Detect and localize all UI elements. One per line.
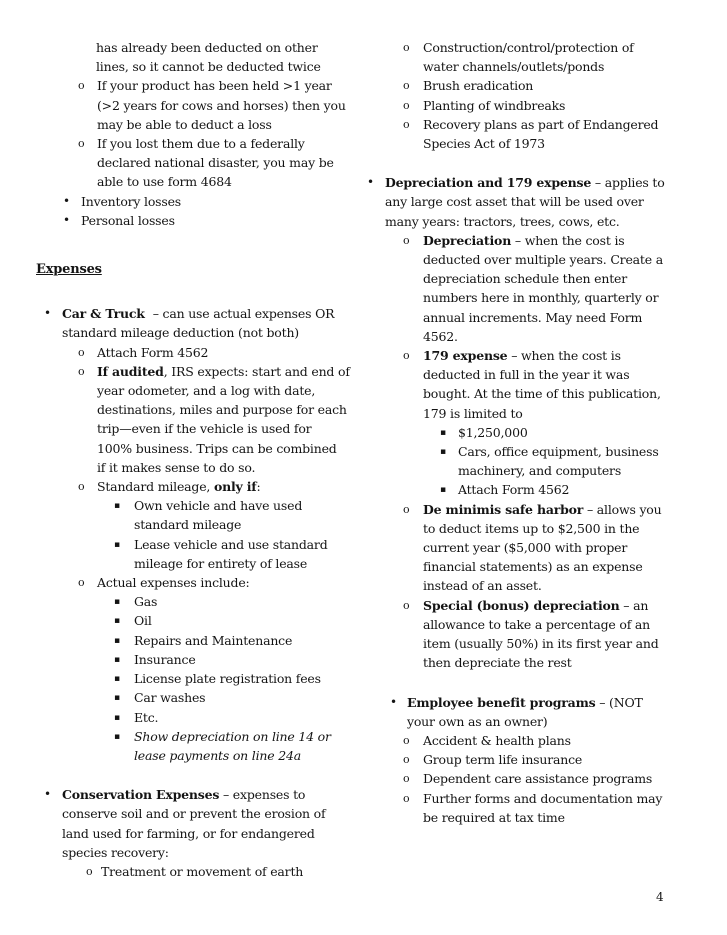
text-line: [366, 808, 718, 827]
text-line: [36, 400, 366, 419]
text-run: land used for farming, or for endangered: [62, 825, 315, 841]
text-run: standard mileage deduction (not both): [62, 325, 299, 341]
text-line: [36, 515, 366, 534]
text-run: Brush eradication: [423, 78, 534, 94]
page-number: 4: [656, 890, 664, 904]
text-run: Personal losses: [81, 212, 175, 228]
text-run: mileage for entirety of lease: [134, 555, 308, 571]
text-run: your own as an owner): [407, 713, 548, 729]
text-line: [36, 172, 366, 191]
text-line: [36, 611, 366, 630]
text-line: [366, 192, 718, 211]
list-item: [36, 496, 366, 534]
text-line: [36, 304, 366, 323]
square-bullet-icon: ▪: [440, 447, 446, 458]
text-run: – when the cost is: [511, 232, 625, 248]
list-item: [366, 789, 718, 827]
list-item: [36, 727, 366, 765]
text-line: [366, 269, 718, 288]
text-line: [36, 554, 366, 573]
circle-bullet-icon: o: [78, 576, 85, 590]
text-run: If audited: [97, 363, 164, 379]
text-run: Actual expenses include:: [97, 575, 250, 591]
circle-bullet-icon: o: [403, 502, 410, 516]
disc-bullet-icon: •: [44, 787, 51, 802]
list-item: [36, 535, 366, 573]
circle-bullet-icon: o: [403, 753, 410, 767]
text-line: [36, 496, 366, 515]
text-line: [366, 519, 718, 538]
text-run: any large cost asset that will be used over: [385, 194, 644, 210]
list-item: [36, 343, 366, 362]
text-run: Show depreciation on line 14 or: [134, 728, 331, 744]
text-run: Group term life insurance: [423, 752, 583, 768]
list-item: [36, 592, 366, 611]
circle-bullet-icon: o: [78, 79, 85, 93]
text-run: machinery, and computers: [458, 463, 622, 479]
text-run: Conservation Expenses: [62, 787, 220, 803]
text-run: – (NOT: [595, 694, 643, 710]
vertical-space: [36, 230, 366, 260]
text-line: [36, 804, 366, 823]
text-run: financial statements) as an expense: [423, 559, 643, 575]
circle-bullet-icon: o: [78, 345, 85, 359]
text-line: [36, 631, 366, 650]
text-run: only if: [213, 479, 257, 495]
text-line: [36, 362, 366, 381]
text-run: year odometer, and a log with date,: [97, 383, 316, 399]
text-run: Treatment or movement of earth: [101, 863, 304, 879]
text-run: Repairs and Maintenance: [134, 632, 293, 648]
text-run: item (usually 50%) in its first year and: [423, 636, 659, 652]
text-line: [36, 862, 366, 881]
text-line: [366, 346, 718, 365]
text-line: [36, 323, 366, 342]
circle-bullet-icon: o: [78, 137, 85, 151]
disc-bullet-icon: •: [63, 212, 70, 227]
text-line: [366, 442, 718, 461]
text-run: if it makes sense to do so.: [97, 459, 256, 475]
text-run: If your product has been held >1 year: [97, 78, 332, 94]
text-run: may be able to deduct a loss: [97, 116, 272, 132]
text-line: [36, 458, 366, 477]
list-item: [366, 596, 718, 673]
text-run: instead of an asset.: [423, 578, 542, 594]
list-item: [36, 362, 366, 477]
text-run: License plate registration fees: [134, 671, 321, 687]
list-item: [36, 785, 366, 862]
text-run: Standard mileage,: [97, 479, 214, 495]
list-item: [366, 96, 718, 115]
text-line: [36, 688, 366, 707]
list-item: [366, 231, 718, 346]
list-item: [36, 477, 366, 496]
circle-bullet-icon: o: [78, 364, 85, 378]
square-bullet-icon: ▪: [114, 674, 120, 685]
text-line: [366, 250, 718, 269]
right-column: [366, 38, 718, 827]
text-run: Depreciation: [423, 232, 512, 248]
text-run: conserve soil and or prevent the erosion of: [62, 806, 326, 822]
text-run: has already been deducted on other: [96, 40, 318, 55]
list-item: [366, 480, 718, 499]
text-line: [366, 115, 718, 134]
square-bullet-icon: ▪: [114, 731, 120, 742]
text-run: able to use form 4684: [97, 174, 232, 190]
text-run: Species Act of 1973: [423, 136, 545, 152]
circle-bullet-icon: o: [403, 598, 410, 612]
text-run: Accident & health plans: [423, 732, 571, 748]
text-line: [36, 211, 366, 230]
text-run: current year ($5,000 with proper: [423, 540, 628, 556]
text-run: to deduct items up to $2,500 in the: [423, 520, 640, 536]
text-line: [36, 192, 366, 211]
text-run: deducted over multiple years. Create a: [423, 252, 663, 268]
text-line: [366, 500, 718, 519]
square-bullet-icon: ▪: [114, 693, 120, 704]
text-run: 179 is limited to: [423, 405, 523, 421]
text-run: numbers here in monthly, quarterly or: [423, 290, 659, 306]
text-line: [36, 96, 366, 115]
text-line: [36, 573, 366, 592]
vertical-space: [366, 673, 718, 693]
disc-bullet-icon: •: [367, 175, 374, 190]
text-line: [36, 650, 366, 669]
section-heading: Expenses: [36, 262, 102, 278]
list-item: [36, 862, 366, 881]
text-line: [36, 57, 366, 76]
text-run: 4562.: [423, 328, 458, 344]
circle-bullet-icon: o: [403, 79, 410, 93]
left-column: [36, 38, 366, 881]
text-run: water channels/outlets/ponds: [423, 59, 605, 75]
square-bullet-icon: ▪: [114, 501, 120, 512]
text-line: [36, 439, 366, 458]
text-run: many years: tractors, trees, cows, etc.: [385, 213, 620, 229]
list-item: [366, 750, 718, 769]
square-bullet-icon: ▪: [114, 616, 120, 627]
circle-bullet-icon: o: [403, 41, 410, 54]
text-run: – an: [619, 597, 649, 613]
list-item: [36, 631, 366, 650]
text-run: , IRS expects: start and end of: [163, 363, 350, 379]
list-item: [36, 211, 366, 230]
text-line: [366, 308, 718, 327]
text-line: [36, 727, 366, 746]
list-item: [366, 38, 718, 76]
square-bullet-icon: ▪: [114, 635, 120, 646]
text-line: [366, 538, 718, 557]
list-item: [366, 769, 718, 788]
text-run: be required at tax time: [423, 809, 565, 825]
circle-bullet-icon: o: [86, 864, 93, 878]
text-run: declared national disaster, you may be: [97, 155, 334, 171]
list-item: [36, 650, 366, 669]
text-run: Construction/control/protection of: [423, 40, 634, 55]
text-line: [366, 173, 718, 192]
text-run: Attach Form 4562: [97, 344, 209, 360]
list-item: [366, 442, 718, 480]
square-bullet-icon: ▪: [114, 597, 120, 608]
text-run: Special (bonus) depreciation: [423, 597, 620, 613]
list-item: [366, 173, 718, 231]
text-run: Cars, office equipment, business: [458, 444, 659, 460]
text-line: [366, 365, 718, 384]
text-run: Further forms and documentation may: [423, 790, 663, 806]
square-bullet-icon: ▪: [440, 485, 446, 496]
text-run: lease payments on line 24a: [134, 747, 301, 763]
list-item: [36, 192, 366, 211]
text-line: [36, 477, 366, 496]
list-item: [36, 38, 366, 76]
list-item: [36, 134, 366, 192]
text-run: Etc.: [134, 709, 159, 725]
text-run: Dependent care assistance programs: [423, 771, 653, 787]
text-run: – applies to: [591, 175, 665, 191]
list-item: [366, 693, 718, 731]
text-line: [366, 693, 718, 712]
text-line: [366, 96, 718, 115]
text-run: bought. At the time of this publication,: [423, 386, 661, 402]
text-run: lines, so it cannot be deducted twice: [96, 59, 321, 75]
text-line: [366, 76, 718, 95]
text-line: [36, 535, 366, 554]
text-line: [366, 384, 718, 403]
text-run: 179 expense: [423, 348, 508, 364]
text-line: [366, 231, 718, 250]
text-run: Employee benefit programs: [407, 694, 596, 710]
text-run: standard mileage: [134, 517, 242, 533]
text-run: deducted in full in the year it was: [423, 367, 630, 383]
list-item: [36, 304, 366, 342]
text-run: – can use actual expenses OR: [148, 306, 335, 322]
list-item: [36, 688, 366, 707]
text-run: allowance to take a percentage of an: [423, 616, 651, 632]
disc-bullet-icon: •: [63, 193, 70, 208]
list-item: [366, 423, 718, 442]
square-bullet-icon: ▪: [114, 712, 120, 723]
text-run: Lease vehicle and use standard: [134, 536, 328, 552]
text-line: [36, 746, 366, 765]
text-line: [36, 38, 366, 57]
circle-bullet-icon: o: [403, 733, 410, 747]
text-line: [366, 480, 718, 499]
text-line: [366, 750, 718, 769]
text-run: depreciation schedule then enter: [423, 271, 628, 287]
disc-bullet-icon: •: [390, 694, 397, 709]
text-line: [366, 557, 718, 576]
text-line: [366, 134, 718, 153]
text-line: [366, 653, 718, 672]
text-line: [366, 576, 718, 595]
text-line: [36, 419, 366, 438]
text-run: trip—even if the vehicle is used for: [97, 421, 312, 437]
text-line: [366, 57, 718, 76]
circle-bullet-icon: o: [403, 98, 410, 112]
circle-bullet-icon: o: [403, 117, 410, 131]
text-line: [36, 785, 366, 804]
list-item: [366, 115, 718, 153]
list-item: [36, 669, 366, 688]
disc-bullet-icon: •: [44, 306, 51, 321]
text-run: – expenses to: [219, 787, 306, 803]
list-item: [36, 611, 366, 630]
text-run: Gas: [134, 594, 158, 610]
text-line: [36, 592, 366, 611]
text-run: Own vehicle and have used: [134, 498, 303, 514]
square-bullet-icon: ▪: [114, 539, 120, 550]
text-run: Insurance: [134, 651, 196, 667]
text-line: [36, 343, 366, 362]
vertical-space: [36, 765, 366, 785]
text-run: Recovery plans as part of Endangered: [423, 116, 659, 132]
text-run: Inventory losses: [81, 193, 182, 209]
list-item: [36, 708, 366, 727]
text-run: – allows you: [583, 501, 662, 517]
text-line: [366, 423, 718, 442]
text-line: [366, 38, 718, 57]
vertical-space: [366, 153, 718, 173]
text-run: Car & Truck: [62, 306, 149, 322]
square-bullet-icon: ▪: [114, 654, 120, 665]
text-run: Oil: [134, 613, 152, 629]
circle-bullet-icon: o: [403, 349, 410, 363]
text-line: [36, 708, 366, 727]
text-line: [366, 769, 718, 788]
text-run: De minimis safe harbor: [423, 501, 584, 517]
text-line: [36, 115, 366, 134]
list-item: [366, 500, 718, 596]
text-line: [366, 404, 718, 423]
text-line: [366, 731, 718, 750]
text-run: Attach Form 4562: [458, 482, 570, 498]
text-run: If you lost them due to a federally: [97, 136, 305, 152]
text-line: [366, 461, 718, 480]
text-run: destinations, miles and purpose for each: [97, 402, 347, 418]
text-run: :: [256, 479, 261, 495]
circle-bullet-icon: o: [78, 480, 85, 494]
text-run: annual increments. May need Form: [423, 309, 643, 325]
text-run: Planting of windbreaks: [423, 97, 566, 113]
text-line: [366, 212, 718, 231]
list-item: [366, 731, 718, 750]
circle-bullet-icon: o: [403, 233, 410, 247]
text-line: [366, 615, 718, 634]
text-run: Depreciation and 179 expense: [385, 175, 592, 191]
text-line: [366, 712, 718, 731]
text-line: [366, 789, 718, 808]
circle-bullet-icon: o: [403, 772, 410, 786]
list-item: [366, 346, 718, 423]
list-item: [36, 76, 366, 134]
text-line: [36, 134, 366, 153]
text-line: [366, 327, 718, 346]
text-run: Car washes: [134, 690, 206, 706]
text-line: [36, 669, 366, 688]
text-run: – when the cost is: [507, 348, 621, 364]
text-line: [366, 596, 718, 615]
list-item: [366, 76, 718, 95]
text-run: species recovery:: [62, 844, 169, 860]
text-line: [36, 76, 366, 95]
text-line: [366, 288, 718, 307]
square-bullet-icon: ▪: [440, 427, 446, 438]
text-run: (>2 years for cows and horses) then you: [97, 97, 346, 113]
text-line: [36, 843, 366, 862]
text-line: [36, 381, 366, 400]
text-line: [36, 153, 366, 172]
circle-bullet-icon: o: [403, 791, 410, 805]
vertical-space: [36, 279, 366, 304]
text-line: [36, 824, 366, 843]
list-item: [36, 573, 366, 592]
text-run: 100% business. Trips can be combined: [97, 440, 337, 456]
text-run: then depreciate the rest: [423, 655, 572, 671]
text-line: [366, 634, 718, 653]
text-run: $1,250,000: [458, 424, 528, 440]
